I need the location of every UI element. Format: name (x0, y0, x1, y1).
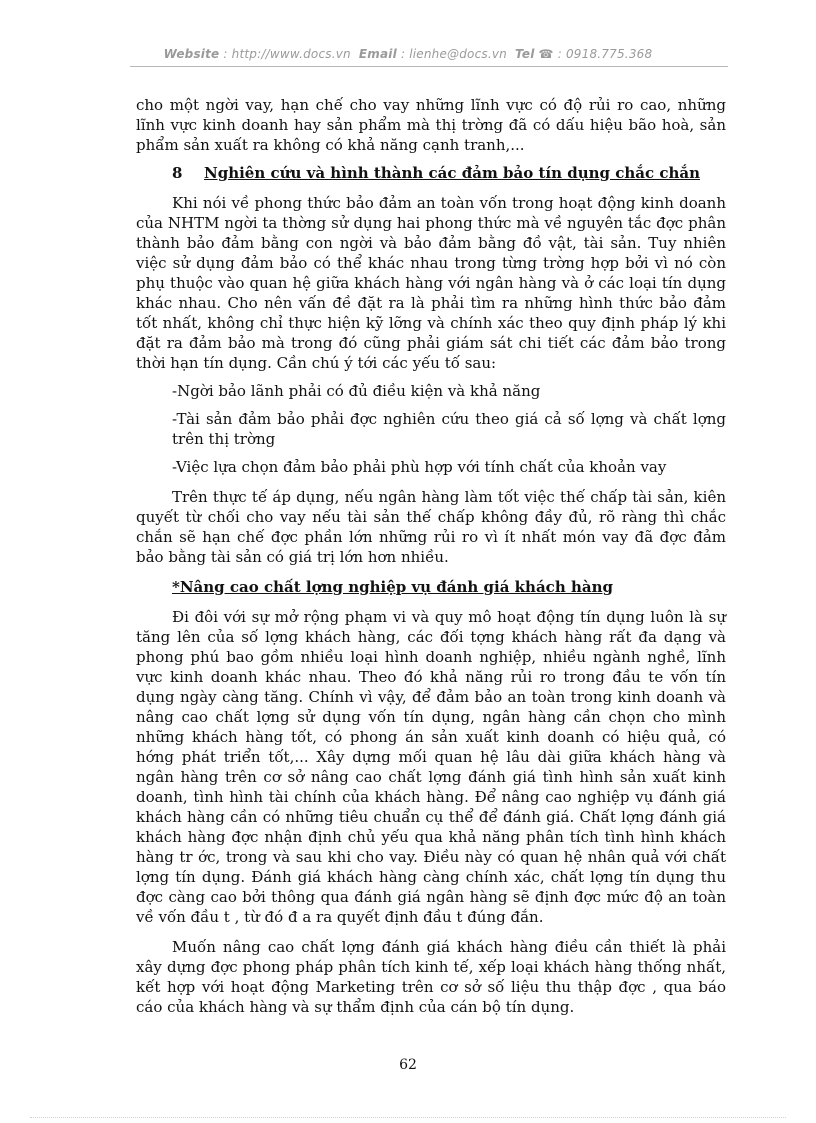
paragraph-customer-assessment: Đi đôi với sự mở rộng phạm vi và quy mô hoạt động tín dụng luôn là sự tăng lên của số lợng khách hàng, các đối tợng khách hàng rất đa dạng và phong phú bao gồm nhiều loại hình doanh nghiệp, nhiều ngành nghề, lĩnh vực kinh doanh khác nhau. Theo đó khả năng rủi ro trong đầu te vốn tín dụng ngày càng tăng. Chính vì vậy, để đảm bảo an toàn trong kinh doanh và nâng cao chất lợng sử dụng vốn tín dụng, ngân hàng cần chọn cho mình những khách hàng tốt, có phong án sản xuất kinh doanh có hiệu quả, có hớng phát triển tốt,... Xây dựng mối quan hệ lâu dài giữa khách hàng và ngân hàng trên cơ sở nâng cao chất lợng đánh giá tình hình sản xuất kinh doanh, tình hình tài chính của khách hàng. Để nâng cao nghiệp vụ đánh giá khách hàng cần có những tiêu chuẩn cụ thể để đánh giá. Chất lợng đánh giá khách hàng đợc nhận định chủ yếu qua khả năng phân tích tình hình khách hàng tr ớc, trong và sau khi cho vay. Điều này có quan hệ nhân quả với chất lợng tín dụng. Đánh giá khách hàng càng chính xác, chất lợng tín dụng thu đợc càng cao bởi thông qua đánh giá ngân hàng sẽ định đợc mức độ an toàn về vốn đầu t , từ đó đ a ra quyết định đầu t đúng đắn. (136, 608, 726, 926)
paragraph-practice: Trên thực tế áp dụng, nếu ngân hàng làm tốt việc thế chấp tài sản, kiên quyết từ chối cho vay nếu tài sản thế chấp không đầy đủ, rõ ràng thì chắc chắn sẽ hạn chế đợc phần lớn những rủi ro vì ít nhất món vay đã đợc đảm bảo bằng tài sản có giá trị lớn hơn nhiều. (136, 488, 726, 566)
section-heading-customer-assessment: *Nâng cao chất lợng nghiệp vụ đánh giá khách hàng (172, 578, 613, 596)
section-number: 8 (172, 164, 183, 182)
bullet-collateral: -Tài sản đảm bảo phải đợc nghiên cứu theo giá cả số lợng và chất lợng trên thị trờng (172, 410, 726, 448)
tel-value: ☎ : 0918.775.368 (538, 47, 653, 61)
website-label: Website (163, 47, 220, 61)
tel-label: Tel (515, 47, 535, 61)
header-divider (130, 66, 728, 67)
section-title: Nghiên cứu và hình thành các đảm bảo tín dụng chắc chắn (204, 164, 701, 182)
email-value: : lienhe@docs.vn (400, 47, 507, 61)
email-label: Email (358, 47, 397, 61)
website-value: : http://www.docs.vn (223, 47, 351, 61)
bullet-selection: -Việc lựa chọn đảm bảo phải phù hợp với tính chất của khoản vay (172, 458, 667, 476)
page-header (0, 47, 816, 61)
paragraph-intro: cho một ngời vay, hạn chế cho vay những lĩnh vực có độ rủi ro cao, những lĩnh vực kinh doanh hay sản phẩm mà thị trờng đã có dấu hiệu bão hoà, sản phẩm sản xuất ra không có khả năng cạnh tranh,... (136, 96, 726, 154)
paragraph-conclusion: Muốn nâng cao chất lợng đánh giá khách hàng điều cần thiết là phải xây dựng đợc phong pháp phân tích kinh tế, xếp loại khách hàng thống nhất, kết hợp với hoạt động Marketing trên cơ sở số liệu thu thập đợc , qua báo cáo của khách hàng và sự thẩm định của cán bộ tín dụng. (136, 938, 726, 1016)
bullet-guarantor: -Ngời bảo lãnh phải có đủ điều kiện và khả năng (172, 382, 541, 400)
section-heading-8 (136, 163, 726, 183)
page-number: 62 (399, 1057, 417, 1073)
paragraph-guarantees: Khi nói về phong thức bảo đảm an toàn vốn trong hoạt động kinh doanh của NHTM ngời ta thờng sử dụng hai phong thức mà về nguyên tắc đợc phân thành bảo đảm bằng con ngời và bảo đảm bằng đồ vật, tài sản. Tuy nhiên việc sử dụng đảm bảo có thể khác nhau trong từng trờng hợp bởi vì nó còn phụ thuộc vào quan hệ giữa khách hàng với ngân hàng và ở các loại tín dụng khác nhau. Cho nên vấn đề đặt ra là phải tìm ra những hình thức bảo đảm tốt nhất, không chỉ thực hiện kỹ lỡng và chính xác theo quy định pháp lý khi đặt ra đảm bảo mà trong đó cũng phải giám sát chi tiết các đảm bảo trong thời hạn tín dụng. Cần chú ý tới các yếu tố sau: (136, 194, 726, 372)
document-body (136, 95, 726, 1017)
footer-divider (30, 1117, 786, 1118)
